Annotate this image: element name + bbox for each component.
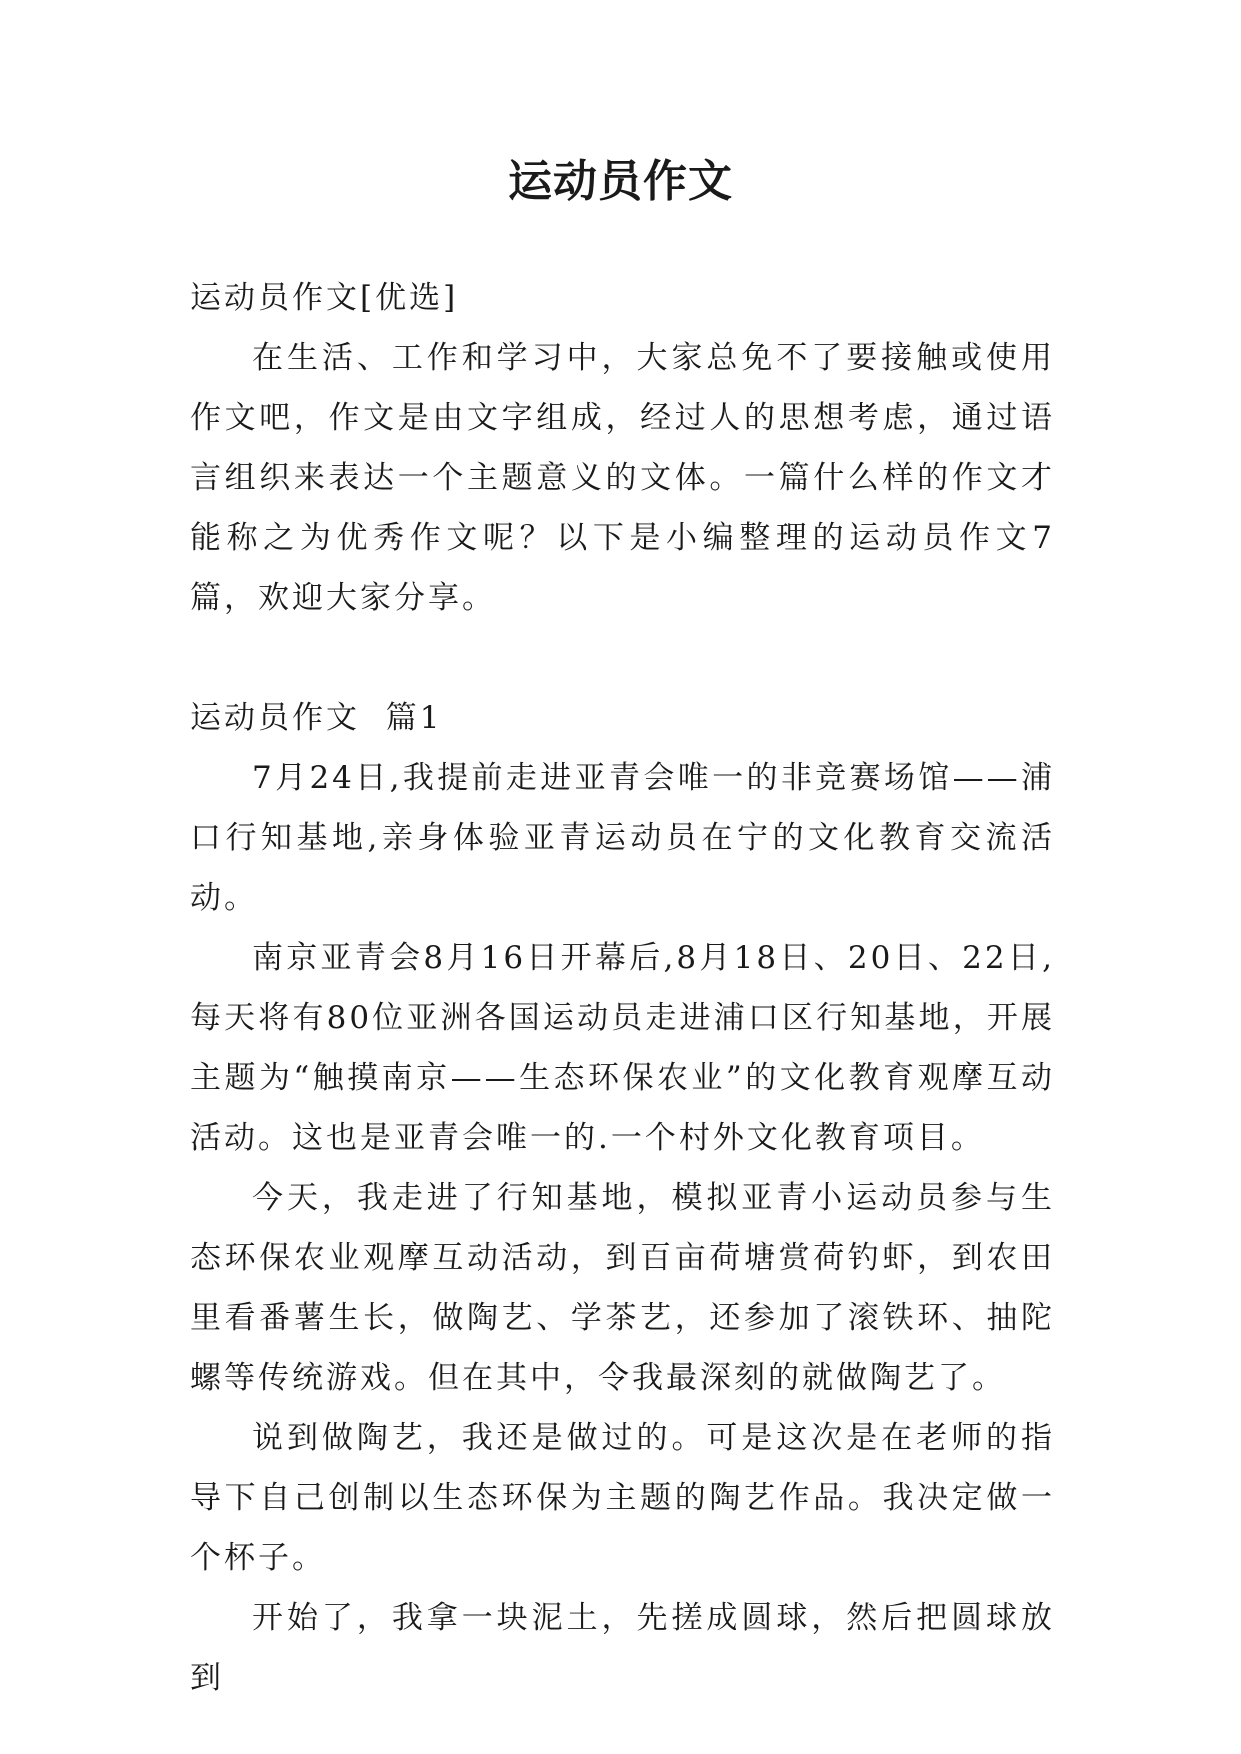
document-title: 运动员作文 [508, 156, 733, 207]
intro-heading: 运动员作文[优选] [190, 280, 459, 316]
intro-paragraph: 在生活、工作和学习中，大家总免不了要接触或使用作文吧，作文是由文字组成，经过人的思想考虑，通过语言组织来表达一个主题意义的文体。一篇什么样的作文才能称之为优秀作文呢？以下是小编整理的运动员作文7篇，欢迎大家分享。 [190, 340, 1055, 616]
section-heading: 运动员作文 篇1 [190, 700, 443, 736]
document-body [190, 268, 1055, 1708]
paragraph: 今天，我走进了行知基地，模拟亚青小运动员参与生态环保农业观摩互动活动，到百亩荷塘赏荷钓虾，到农田里看番薯生长，做陶艺、学茶艺，还参加了滚铁环、抽陀螺等传统游戏。但在其中，令我最深刻的就做陶艺了。 [190, 1180, 1055, 1396]
paragraph: 7月24日,我提前走进亚青会唯一的非竞赛场馆——浦口行知基地,亲身体验亚青运动员在宁的文化教育交流活动。 [190, 760, 1055, 916]
paragraph: 南京亚青会8月16日开幕后,8月18日、20日、22日,每天将有80位亚洲各国运动员走进浦口区行知基地，开展主题为“触摸南京——生态环保农业”的文化教育观摩互动活动。这也是亚青会唯一的.一个村外文化教育项目。 [190, 940, 1055, 1156]
paragraph: 开始了，我拿一块泥土，先搓成圆球，然后把圆球放到 [190, 1600, 1055, 1696]
section-spacer [190, 628, 1055, 688]
paragraph: 说到做陶艺，我还是做过的。可是这次是在老师的指导下自己创制以生态环保为主题的陶艺作品。我决定做一个杯子。 [190, 1420, 1055, 1576]
